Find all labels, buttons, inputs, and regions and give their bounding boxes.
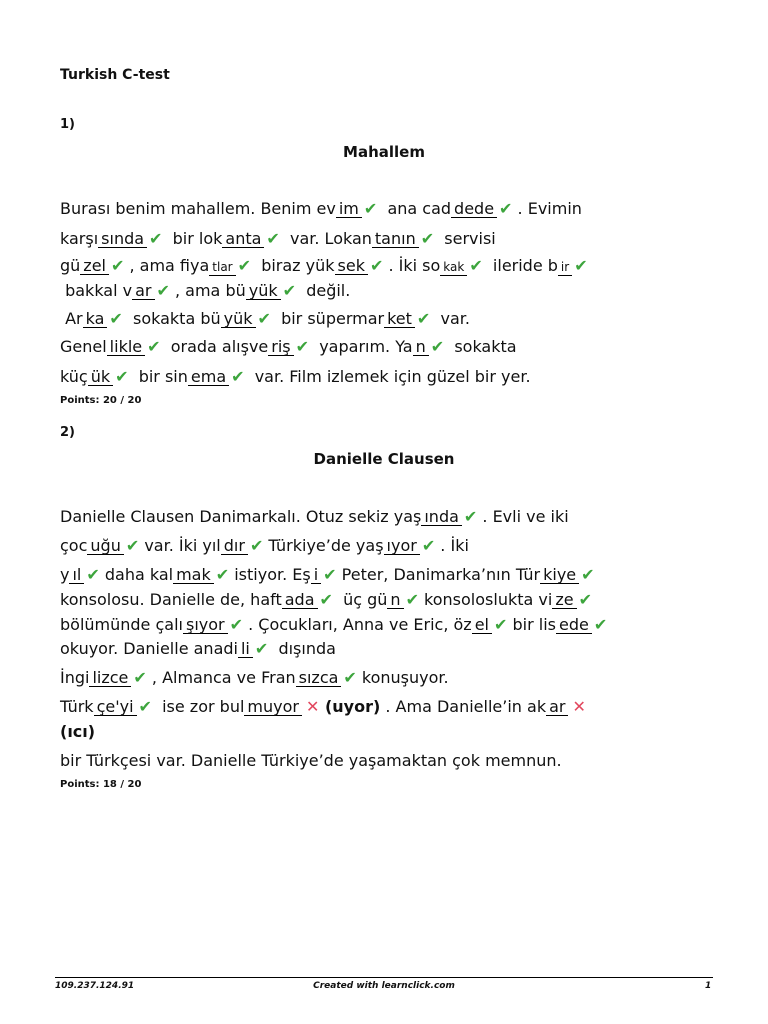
answer-gap[interactable]: kak [440,259,467,276]
answer-gap[interactable]: ka [83,311,108,328]
document-title: Turkish C-test [60,67,170,83]
text-run: dışında [268,639,336,658]
text-run: servisi [434,229,496,248]
text-run: y [60,565,70,584]
text-run: var. Film izlemek için güzel bir yer. [244,367,531,386]
check-icon: ✔ [149,229,163,248]
text-run: bir lok [162,229,223,248]
section-2-points: Points: 18 / 20 [60,779,142,790]
text-line [60,309,470,329]
answer-gap[interactable]: ir [558,259,572,276]
text-line [60,337,517,357]
footer-credit: Created with learnclick.com [313,981,455,991]
text-run: , Almanca ve Fran [146,668,296,687]
answer-gap[interactable]: lizce [89,670,131,687]
text-line [60,639,336,659]
text-run: sokakta [444,337,517,356]
check-icon: ✔ [593,615,608,634]
answer-gap[interactable]: yük [221,311,256,328]
answer-gap[interactable]: yük [246,283,281,300]
answer-gap[interactable]: ket [384,311,415,328]
section-2-heading: Danielle Clausen [313,450,455,468]
text-run: Genel [60,337,107,356]
cross-icon: ✕ [305,697,320,716]
check-icon: ✔ [416,309,431,328]
text-run: karşı [60,229,99,248]
text-run: var. Lokan [279,229,372,248]
text-run: ise zor bul [151,697,245,716]
check-icon: ✔ [469,256,483,275]
answer-gap[interactable]: sında [98,231,147,248]
text-run: Ar [60,309,83,328]
check-icon: ✔ [319,590,333,609]
check-icon: ✔ [257,309,271,328]
text-run: ana cad [377,199,452,218]
text-run: Türkiye’de yaş [263,536,384,555]
text-line [60,722,95,742]
section-1-points: Points: 20 / 20 [60,395,142,406]
answer-gap[interactable]: uğu [87,538,123,555]
check-icon: ✔ [405,590,419,609]
text-run: ileride b [482,256,558,275]
answer-gap[interactable]: likle [107,339,145,356]
text-run: Danielle Clausen Danimarkalı. Otuz sekiz yaş [60,507,422,526]
answer-gap[interactable]: mak [173,567,214,584]
text-run: . Çocukları, Anna ve Eric, öz [243,615,472,634]
text-line [60,751,562,771]
check-icon: ✔ [430,337,445,356]
text-run: İngi [60,668,90,687]
text-line [60,229,496,249]
check-icon: ✔ [133,668,147,687]
check-icon: ✔ [578,590,592,609]
answer-gap[interactable]: ede [556,617,592,634]
text-run: daha kal [99,565,174,584]
answer-gap[interactable]: ıl [69,567,84,584]
answer-gap[interactable]: şıyor [183,617,228,634]
text-run: var. İki yıl [139,536,221,555]
text-run: bir Türkçesi var. Danielle Türkiye’de yaşamaktan çok memnun. [60,751,562,770]
answer-gap[interactable]: ema [188,369,229,386]
text-line [60,668,449,688]
check-icon: ✔ [266,229,280,248]
answer-gap[interactable]: el [472,617,492,634]
text-line [60,199,582,219]
answer-gap[interactable]: ze [552,592,576,609]
check-icon: ✔ [574,256,588,275]
text-run: bölümünde çalı [60,615,183,634]
check-icon: ✔ [282,281,297,300]
check-icon: ✔ [499,199,513,218]
text-run: Burası benim mahallem. Benim ev [60,199,336,218]
check-icon: ✔ [229,615,244,634]
answer-gap[interactable]: i [311,567,321,584]
footer-page-number: 1 [705,981,712,991]
section-2-number: 2) [60,425,75,440]
text-run: üç gü [332,590,388,609]
check-icon: ✔ [215,565,230,584]
answer-gap[interactable]: ar [546,699,568,716]
text-run: okuyor. Danielle anadi [60,639,238,658]
answer-gap[interactable]: dede [451,201,497,218]
check-icon: ✔ [125,536,140,555]
text-line [60,590,592,610]
text-run: . Ama Danielle’in ak [380,697,547,716]
text-line [60,565,595,585]
text-line [60,536,469,556]
answer-gap[interactable]: çe'yi [94,699,137,716]
answer-gap[interactable]: dır [221,538,248,555]
text-line [60,507,569,527]
text-line [60,367,531,387]
answer-gap[interactable]: n [413,339,429,356]
text-run: sokakta bü [122,309,221,328]
answer-gap[interactable]: tlar [209,259,235,276]
check-icon: ✔ [109,309,123,328]
text-run: . İki [435,536,469,555]
check-icon: ✔ [86,565,100,584]
text-run: biraz yük [251,256,335,275]
cross-icon: ✕ [572,697,586,716]
answer-gap[interactable]: n [387,592,403,609]
footer-ip: 109.237.124.91 [55,981,135,991]
text-run: . İki so [383,256,441,275]
answer-gap[interactable]: tanın [372,231,419,248]
answer-gap[interactable]: riş [268,339,293,356]
text-run: , ama fiya [124,256,210,275]
text-run: , ama bü [169,281,246,300]
check-icon: ✔ [581,565,595,584]
text-run: değil. [296,281,351,300]
text-run: konsolosu. Danielle de, haft [60,590,282,609]
answer-gap[interactable]: ük [88,369,113,386]
text-run: konuşuyor. [356,668,449,687]
answer-gap[interactable]: ar [132,283,154,300]
text-run: var. [430,309,470,328]
answer-gap[interactable]: sek [335,258,368,275]
check-icon: ✔ [231,367,245,386]
answer-gap[interactable]: ında [421,509,462,526]
answer-gap[interactable]: sızca [296,670,342,687]
check-icon: ✔ [369,256,384,275]
text-run: bakkal v [60,281,133,300]
check-icon: ✔ [147,337,161,356]
text-run: bir sin [128,367,188,386]
text-line [60,615,607,635]
check-icon: ✔ [138,697,152,716]
answer-gap[interactable]: zel [80,258,109,275]
text-run: küç [60,367,88,386]
check-icon: ✔ [343,668,357,687]
section-1-number: 1) [60,117,75,132]
text-run: istiyor. Eş [229,565,311,584]
answer-gap[interactable]: im [336,201,362,218]
text-run: yaparım. Ya [309,337,413,356]
check-icon: ✔ [363,199,378,218]
check-icon: ✔ [249,536,264,555]
check-icon: ✔ [110,256,125,275]
check-icon: ✔ [237,256,252,275]
text-run: bir süpermar [270,309,385,328]
answer-gap[interactable]: anta [222,231,264,248]
footer-divider [55,977,713,978]
text-run: Peter, Danimarka’nın Tür [336,565,541,584]
text-run: . Evimin [512,199,582,218]
check-icon: ✔ [156,281,170,300]
text-run: . Evli ve iki [477,507,569,526]
check-icon: ✔ [295,337,310,356]
check-icon: ✔ [493,615,508,634]
text-line [60,281,350,301]
check-icon: ✔ [463,507,478,526]
text-run: çoc [60,536,88,555]
text-run: Türk [60,697,94,716]
check-icon: ✔ [421,536,436,555]
check-icon: ✔ [115,367,129,386]
correct-answer: (uyor) [319,697,381,716]
answer-gap[interactable]: ada [282,592,318,609]
text-run: bir lis [507,615,556,634]
text-run: orada alışve [160,337,269,356]
correct-answer: (ıcı) [60,722,96,741]
text-line [60,256,588,276]
answer-gap[interactable]: ıyor [384,538,420,555]
answer-gap[interactable]: muyor [244,699,302,716]
check-icon: ✔ [420,229,435,248]
check-icon: ✔ [254,639,269,658]
section-1-heading: Mahallem [343,143,425,161]
check-icon: ✔ [323,565,337,584]
text-run: gü [60,256,81,275]
answer-gap[interactable]: li [238,641,253,658]
text-run: konsoloslukta vi [418,590,553,609]
answer-gap[interactable]: kiye [540,567,579,584]
text-line [60,697,586,717]
